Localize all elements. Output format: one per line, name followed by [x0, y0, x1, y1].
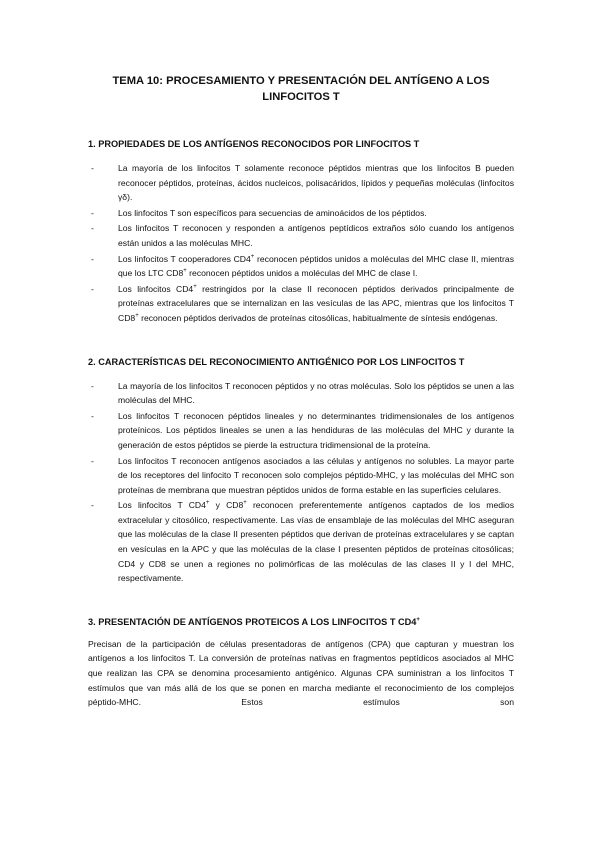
- document-title-line1: TEMA 10: PROCESAMIENTO Y PRESENTACIÓN DEL ANTÍGENO A LOS: [112, 75, 490, 87]
- bullet-item: [91, 161, 514, 205]
- document-title-line2: LINFOCITOS T: [262, 91, 340, 103]
- section-2-bullet-list: [88, 379, 514, 586]
- bullet-item: [91, 252, 514, 281]
- section-3-heading-superscript: +: [416, 616, 420, 623]
- section-3-heading: [88, 615, 514, 629]
- bullet-dash: -: [91, 253, 94, 264]
- superscript-plus: +: [243, 500, 247, 507]
- bullet-text: restringidos por la clase II reconocen péptidos derivados principalmente de proteínas extracelulares que se internalizan en las vesículas de las APC, mientras que los linfocitos T CD8: [118, 283, 514, 323]
- bullet-dash: -: [91, 455, 94, 466]
- superscript-plus: +: [193, 283, 197, 290]
- bullet-text: reconocen preferentemente antígenos captados de los medios extracelular y citosólico, respectivamente. Las vías de ensamblaje de las moléculas del MHC aseguran que las moléculas de la clase II presenten péptidos que derivan de proteínas extracelulares y se captan en vesículas en la APC y que las moléculas de la clase I presenten péptidos de proteínas citosólicas; CD4 y CD8 se unen a regiones no polimórficas de las moléculas de las clases II y I del MHC, respectivamente.: [118, 500, 515, 584]
- bullet-text: La mayoría de los linfocitos T reconocen péptidos y no otras moléculas. Solo los péptidos se unen a las moléculas del MHC.: [118, 380, 514, 406]
- bullet-dash: -: [91, 410, 94, 421]
- bullet-dash: -: [91, 283, 94, 294]
- superscript-plus: +: [250, 253, 255, 260]
- bullet-text: reconocen péptidos unidos a moléculas del MHC clase II, mientras que los LTC CD8: [118, 253, 514, 279]
- bullet-item: [91, 454, 514, 498]
- bullet-text: Los linfocitos T son específicos para secuencias de aminoácidos de los péptidos.: [118, 207, 427, 218]
- bullet-item: [91, 409, 514, 453]
- bullet-text: Los linfocitos T reconocen péptidos lineales y no determinantes tridimensionales de los antígenos proteínicos. Los péptidos lineales se unen a las hendiduras de las moléculas del MHC y durante la generación de estos péptidos se pierde la estructura tridimensional de la proteína.: [118, 410, 514, 450]
- bullet-dash: -: [91, 500, 94, 511]
- section-2: [88, 355, 514, 586]
- bullet-text: reconocen péptidos derivados de proteínas citosólicas, habitualmente de síntesis endógenas.: [138, 312, 498, 323]
- section-3: [88, 615, 514, 710]
- bullet-item: [91, 221, 514, 250]
- document-title: [106, 73, 496, 105]
- bullet-item: [91, 498, 515, 586]
- bullet-text: Los linfocitos T cooperadores CD4: [118, 253, 251, 264]
- bullet-text: La mayoría de los linfocitos T solamente reconoce péptidos mientras que los linfocitos B pueden reconocer péptidos, proteínas, ácidos nucleicos, polisacáridos, lípidos y pequeñas moléculas (linfocitos γδ).: [118, 163, 514, 203]
- section-3-heading-text: 3. PRESENTACIÓN DE ANTÍGENOS PROTEICOS A LOS LINFOCITOS T CD4: [88, 616, 417, 627]
- section-1-bullet-list: [88, 161, 514, 326]
- section-3-paragraph: Precisan de la participación de células presentadoras de antígenos (CPA) que capturan y muestran los antígenos a los linfocitos T. La conversión de proteínas nativas en fragmentos peptídicos asociados al MHC que realizan las CPA se denomina procesamiento antigénico. Algunas CPA suministran a los linfocitos T estímulos que van más allá de los que se ponen en marcha mediante el reconocimiento de los complejos péptido-MHC. Estos estímulos son: [88, 638, 514, 708]
- section-1-heading: 1. PROPIEDADES DE LOS ANTÍGENOS RECONOCIDOS POR LINFOCITOS T: [88, 139, 420, 149]
- bullet-text: y CD8: [209, 500, 244, 511]
- bullet-text: reconocen péptidos unidos a moléculas del MHC de clase I.: [186, 268, 418, 279]
- superscript-plus: +: [183, 268, 187, 275]
- superscript-plus: +: [135, 312, 139, 319]
- bullet-text: Los linfocitos T reconocen antígenos asociados a las células y antígenos no solubles. La mayor parte de los receptores del linfocito T reconocen solo complejos péptido-MHC, y las moléculas del MHC son proteínas de membrana que muestran péptidos unidos de forma estable en las superficies celulares.: [118, 455, 514, 495]
- bullet-dash: -: [91, 163, 94, 173]
- superscript-plus: +: [205, 500, 210, 507]
- section-1: [88, 137, 514, 326]
- bullet-dash: -: [91, 223, 94, 234]
- bullet-text: Los linfocitos T CD4: [118, 500, 206, 511]
- section-2-heading: 2. CARACTERÍSTICAS DEL RECONOCIMIENTO ANTIGÉNICO POR LOS LINFOCITOS T: [88, 356, 465, 367]
- bullet-item: [91, 379, 514, 408]
- bullet-dash: -: [91, 380, 94, 391]
- bullet-item: [91, 282, 514, 326]
- bullet-item: [91, 206, 514, 221]
- bullet-text: Los linfocitos CD4: [118, 283, 194, 294]
- bullet-dash: -: [91, 207, 94, 218]
- bullet-text: Los linfocitos T reconocen y responden a antígenos peptídicos extraños sólo cuando los antígenos están unidos a las moléculas MHC.: [118, 223, 514, 248]
